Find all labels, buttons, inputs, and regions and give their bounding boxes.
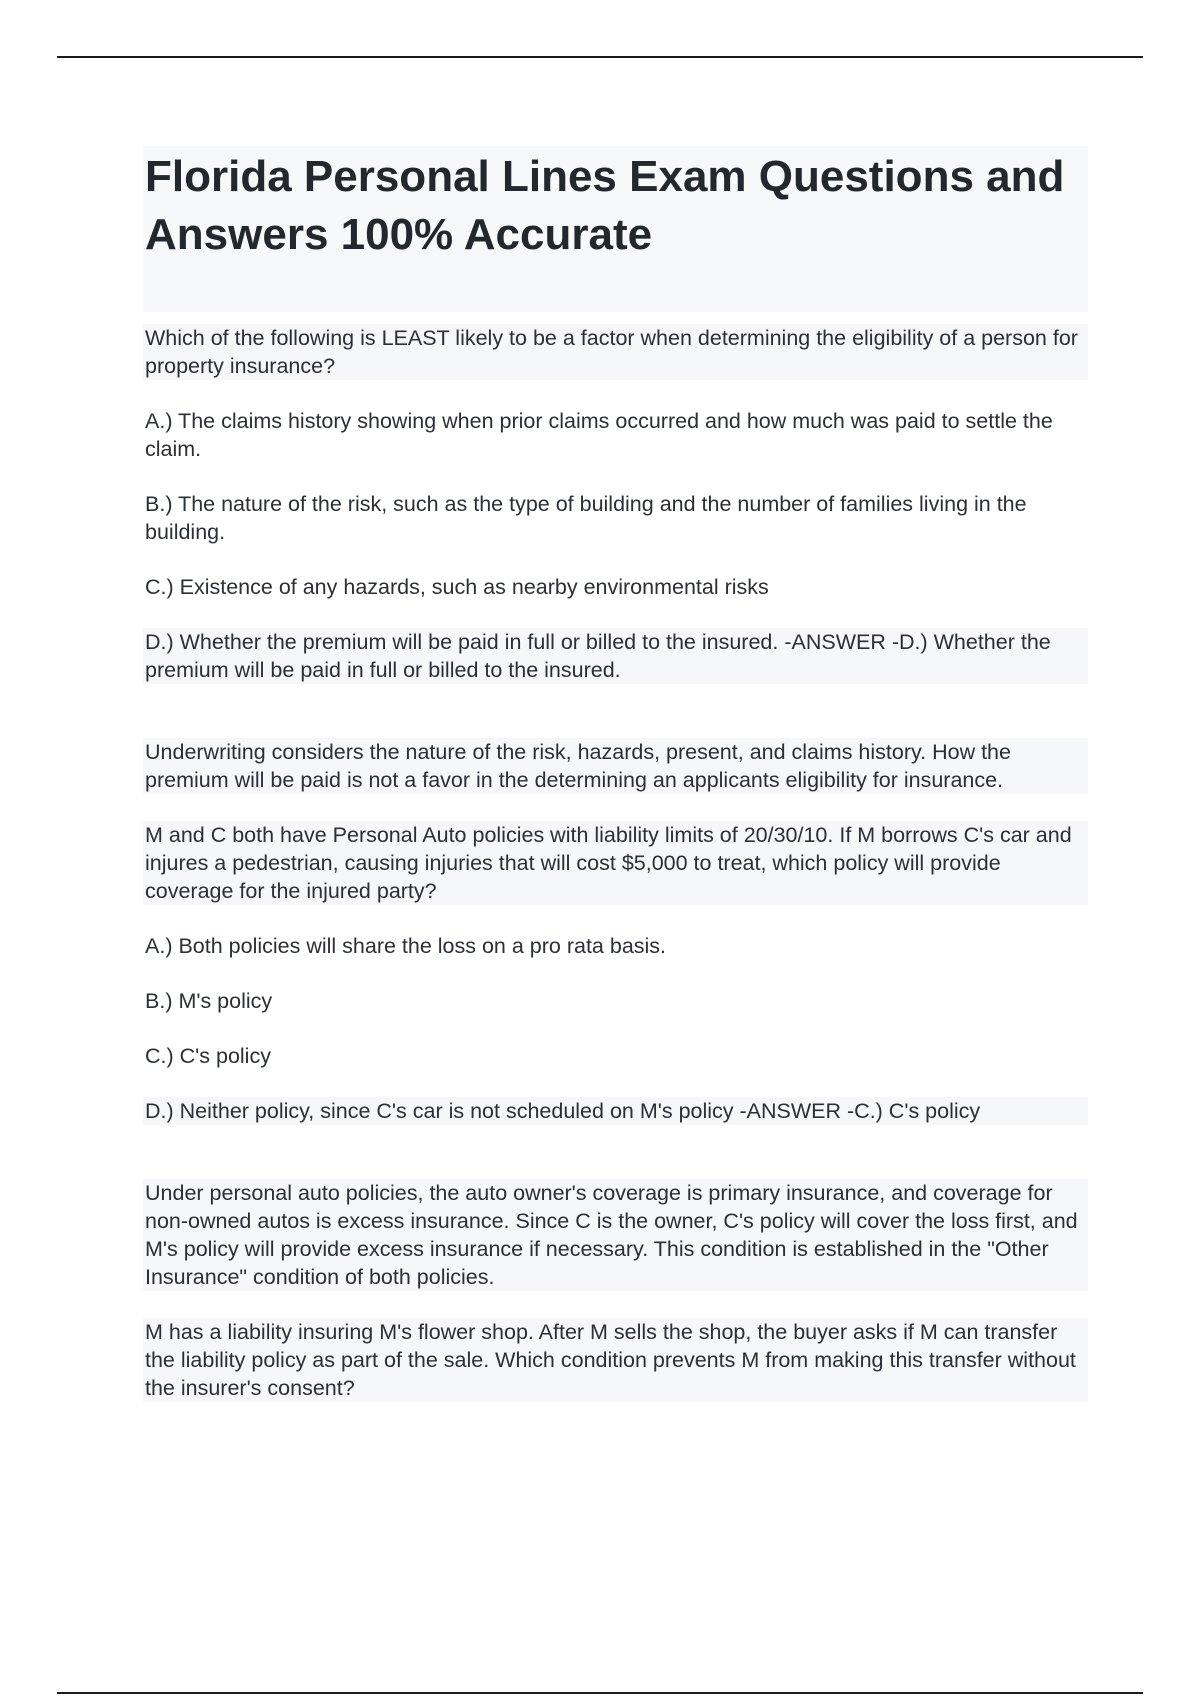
question-2-option-c: C.) C's policy bbox=[145, 1044, 271, 1068]
document-body bbox=[143, 146, 1088, 1429]
question-2-option-b: B.) M's policy bbox=[145, 989, 273, 1013]
question-2-text: M and C both have Personal Auto policies with liability limits of 20/30/10. If M borrows C's car and injures a pedestrian, causing injuries that will cost $5,000 to treat, which policy will provide coverage for the injured party? bbox=[143, 821, 1088, 905]
bottom-rule bbox=[57, 1692, 1143, 1694]
document-title: Florida Personal Lines Exam Questions and Answers 100% Accurate bbox=[145, 152, 1065, 259]
spacer bbox=[143, 711, 1088, 738]
spacer bbox=[143, 1152, 1088, 1179]
question-3-text: M has a liability insuring M's flower shop. After M sells the shop, the buyer asks if M can transfer the liability policy as part of the sale. Which condition prevents M from making this transfer without the insurer's consent? bbox=[143, 1318, 1088, 1402]
top-rule bbox=[57, 56, 1143, 58]
question-1-explanation: Underwriting considers the nature of the risk, hazards, present, and claims history. How the premium will be paid is not a favor in the determining an applicants eligibility for insurance. bbox=[143, 738, 1088, 794]
question-1-option-a: A.) The claims history showing when prior claims occurred and how much was paid to settle the claim. bbox=[145, 409, 1053, 461]
question-2-option-a: A.) Both policies will share the loss on a pro rata basis. bbox=[145, 934, 667, 958]
question-1-option-b: B.) The nature of the risk, such as the type of building and the number of families living in the building. bbox=[145, 492, 1027, 544]
question-1-option-c: C.) Existence of any hazards, such as nearby environmental risks bbox=[145, 575, 769, 599]
question-2-explanation: Under personal auto policies, the auto owner's coverage is primary insurance, and coverage for non-owned autos is excess insurance. Since C is the owner, C's policy will cover the loss first, and M's policy will provide excess insurance if necessary. This condition is established in the "Other Insurance" condition of both policies. bbox=[143, 1179, 1088, 1291]
question-2-option-d-answer: D.) Neither policy, since C's car is not scheduled on M's policy -ANSWER -C.) C's policy bbox=[143, 1097, 1088, 1125]
question-1-option-d-answer: D.) Whether the premium will be paid in full or billed to the insured. -ANSWER -D.) Whether the premium will be paid in full or billed to the insured. bbox=[143, 628, 1088, 684]
title-block bbox=[143, 146, 1088, 312]
question-1-text: Which of the following is LEAST likely to be a factor when determining the eligibility of a person for property insurance? bbox=[143, 324, 1088, 380]
